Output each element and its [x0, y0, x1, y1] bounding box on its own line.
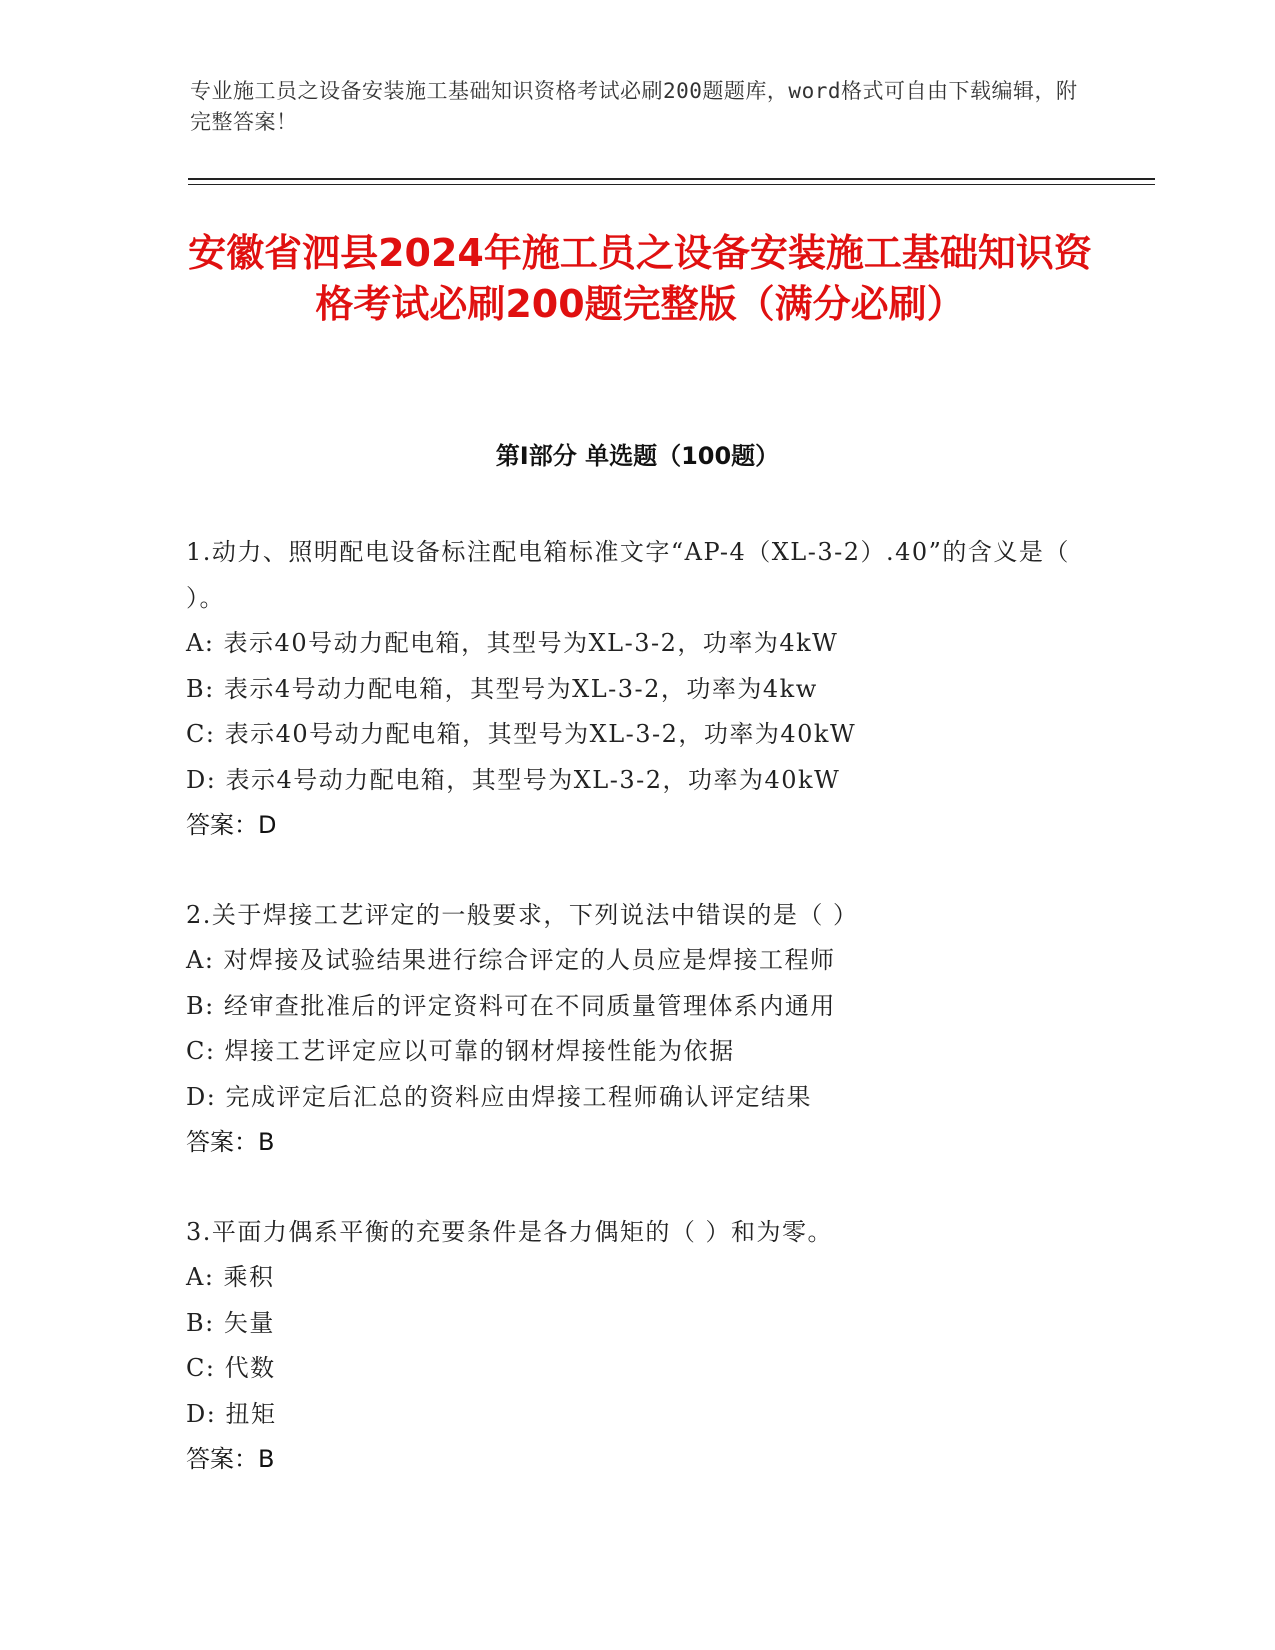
option-d: D: 完成评定后汇总的资料应由焊接工程师确认评定结果 — [186, 1082, 812, 1111]
option-c: C: 表示40号动力配电箱，其型号为XL-3-2，功率为40kW — [186, 720, 857, 748]
question-2 — [186, 893, 1086, 1166]
option-b: B: 矢量 — [186, 1308, 275, 1337]
option-c: C: 焊接工艺评定应以可靠的钢材焊接性能为依据 — [186, 1037, 735, 1065]
question-stem: 2.关于焊接工艺评定的一般要求，下列说法中错误的是（ ） — [186, 900, 859, 929]
option-b: B: 经审查批准后的评定资料可在不同质量管理体系内通用 — [186, 991, 836, 1020]
option-d: D: 扭矩 — [186, 1399, 277, 1428]
answer: 答案：B — [186, 1128, 275, 1156]
question-3 — [186, 1210, 1086, 1483]
header-rule-thick — [188, 178, 1155, 180]
option-a: A: 对焊接及试验结果进行综合评定的人员应是焊接工程师 — [186, 946, 836, 974]
option-d: D: 表示4号动力配电箱，其型号为XL-3-2，功率为40kW — [186, 765, 841, 794]
option-c: C: 代数 — [186, 1354, 276, 1382]
question-1 — [186, 530, 1086, 849]
answer: 答案：D — [186, 811, 277, 839]
question-stem: 1.动力、照明配电设备标注配电箱标准文字“AP-4（XL-3-2）.40”的含义是（ ）。 — [186, 538, 1070, 612]
question-list — [186, 530, 1086, 1527]
section-title: 第I部分 单选题（100题） — [495, 442, 780, 470]
answer: 答案：B — [186, 1445, 275, 1473]
header-rule-thin — [188, 184, 1155, 185]
option-a: A: 表示40号动力配电箱，其型号为XL-3-2，功率为4kW — [186, 629, 839, 657]
document-title: 安徽省泗县2024年施工员之设备安装施工基础知识资格考试必刷200题完整版（满分必刷） — [188, 231, 1092, 326]
question-stem: 3.平面力偶系平衡的充要条件是各力偶矩的（ ）和为零。 — [186, 1217, 834, 1246]
option-b: B: 表示4号动力配电箱，其型号为XL-3-2，功率为4kw — [186, 674, 818, 703]
header-note: 专业施工员之设备安装施工基础知识资格考试必刷200题题库，word格式可自由下载编辑，附完整答案！ — [190, 79, 1078, 134]
option-a: A: 乘积 — [186, 1263, 275, 1291]
